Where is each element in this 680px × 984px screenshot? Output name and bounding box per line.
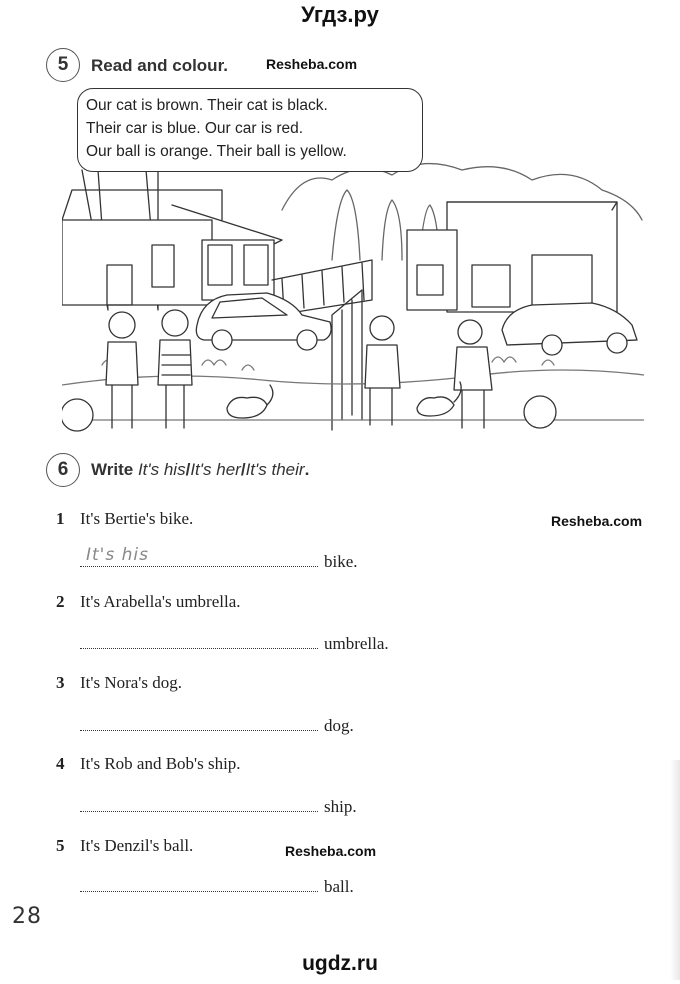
item-5-answer-row <box>80 877 354 897</box>
item-5-answer-blank[interactable] <box>80 878 318 892</box>
bubble-line: Our ball is orange. Their ball is yellow. <box>86 143 347 160</box>
item-4: 4 It's Rob and Bob's ship. <box>56 754 241 773</box>
exercise-6-title: Write It's his/It's her/It's their. <box>91 460 310 479</box>
car-left <box>196 293 331 350</box>
item-2: 2 It's Arabella's umbrella. <box>56 592 241 611</box>
fence <box>272 260 372 430</box>
item-1-answer-blank[interactable] <box>80 545 318 567</box>
item-5: 5 It's Denzil's ball. <box>56 836 194 855</box>
site-footer: ugdz.ru <box>302 952 378 975</box>
item-1-handwritten-answer: It's his <box>86 545 149 565</box>
item-2-answer-row <box>80 634 389 654</box>
exercise-6-number: 6 <box>46 453 80 487</box>
cats <box>227 382 461 418</box>
item-5-word: ball. <box>324 877 354 896</box>
exercise-5-title: Read and colour. <box>91 56 228 75</box>
balls <box>62 396 556 431</box>
watermark-2: Resheba.com <box>551 513 643 529</box>
exercise-5-number: 5 <box>46 48 80 82</box>
item-1: 1 It's Bertie's bike. <box>56 509 194 528</box>
item-1-answer-row <box>80 545 358 572</box>
item-3-answer-blank[interactable] <box>80 717 318 731</box>
item-3-word: dog. <box>324 716 354 735</box>
watermark-1: Resheba.com <box>266 56 358 72</box>
item-5-sentence: It's Denzil's ball. <box>80 836 194 855</box>
exercise-6-title-word: Write <box>91 460 134 479</box>
item-3-sentence: It's Nora's dog. <box>80 673 182 692</box>
illustration-scene <box>62 150 644 440</box>
option-its-her: It's her <box>190 460 241 479</box>
item-1-sentence: It's Bertie's bike. <box>80 509 194 528</box>
page-number: 28 <box>12 904 42 929</box>
site-header: Угдз.ру <box>301 2 379 27</box>
item-2-word: umbrella. <box>324 634 389 653</box>
item-1-word: bike. <box>324 552 358 571</box>
watermark-3: Resheba.com <box>285 843 377 859</box>
item-4-word: ship. <box>324 797 357 816</box>
item-4-answer-row <box>80 797 357 817</box>
bubble-line: Our cat is brown. Their cat is black. <box>86 97 328 114</box>
children-left <box>106 310 192 428</box>
option-its-his: It's his <box>137 460 186 479</box>
item-3-answer-row <box>80 716 354 736</box>
ground <box>62 357 644 420</box>
bubble-line: Their car is blue. Our car is red. <box>86 120 304 137</box>
item-3: 3 It's Nora's dog. <box>56 673 182 692</box>
page-edge-shadow <box>670 760 680 980</box>
item-2-sentence: It's Arabella's umbrella. <box>80 592 241 611</box>
item-2-answer-blank[interactable] <box>80 635 318 649</box>
item-4-answer-blank[interactable] <box>80 798 318 812</box>
house-right <box>407 202 617 312</box>
item-4-sentence: It's Rob and Bob's ship. <box>80 754 241 773</box>
speech-bubble <box>77 88 423 172</box>
option-its-their: It's their <box>245 460 305 479</box>
